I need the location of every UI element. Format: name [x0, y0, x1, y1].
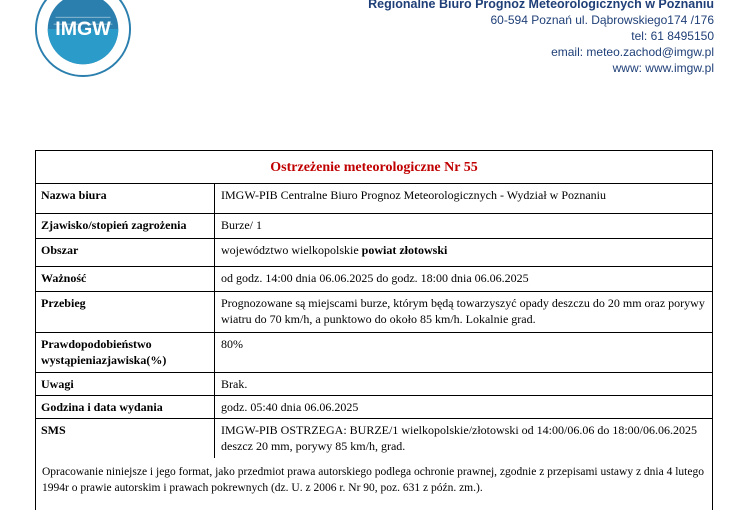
row-key: Obszar	[36, 238, 215, 266]
row-value: Burze/ 1	[215, 213, 713, 238]
warning-sheet	[35, 150, 713, 510]
table-row	[36, 213, 712, 238]
row-key: Uwagi	[36, 372, 215, 395]
row-key: Ważność	[36, 266, 215, 291]
table-row	[36, 418, 712, 458]
logo-text: IMGW	[55, 17, 111, 40]
row-value: Prognozowane są miejscami burze, którym będą towarzyszyć opady deszczu do 20 mm oraz porywy wiatru do 70 km/h, a punktowo do około 85 km/h. Lokalnie grad.	[215, 291, 713, 332]
row-value: IMGW-PIB OSTRZEGA: BURZE/1 wielkopolskie/złotowski od 14:00/06.06 do 18:00/06.06.2025 deszcz 20 mm, porywy 85 km/h, grad.	[215, 418, 713, 458]
office-header	[368, 0, 714, 76]
office-address: 60-594 Poznań ul. Dąbrowskiego174 /176	[490, 13, 714, 27]
row-value: Brak.	[215, 372, 713, 395]
table-row	[36, 184, 712, 213]
warning-title: Ostrzeżenie meteorologiczne Nr 55	[36, 151, 712, 184]
warning-table	[36, 184, 712, 458]
row-key: Prawdopodobieństwo wystąpieniazjawiska(%)	[36, 332, 215, 372]
row-key: Nazwa biura	[36, 184, 215, 213]
table-row	[36, 332, 712, 372]
row-value: godz. 05:40 dnia 06.06.2025	[215, 395, 713, 418]
table-row	[36, 291, 712, 332]
table-row	[36, 395, 712, 418]
imgw-logo	[34, 0, 132, 78]
office-email[interactable]: email: meteo.zachod@imgw.pl	[551, 45, 714, 59]
office-www[interactable]: www: www.imgw.pl	[612, 61, 714, 75]
table-row	[36, 238, 712, 266]
table-row	[36, 372, 712, 395]
row-value: od godz. 14:00 dnia 06.06.2025 do godz. 18:00 dnia 06.06.2025	[215, 266, 713, 291]
area-text: województwo wielkopolskie	[221, 242, 359, 257]
office-name: Regionalne Biuro Prognoz Meteorologicznych w Poznaniu	[368, 0, 714, 11]
row-key: SMS	[36, 418, 215, 458]
row-value	[215, 238, 713, 266]
row-key: Zjawisko/stopień zagrożenia	[36, 213, 215, 238]
office-phone: tel: 61 8495150	[631, 29, 714, 43]
table-row	[36, 266, 712, 291]
area-district: powiat złotowski	[361, 242, 448, 257]
row-value: IMGW-PIB Centralne Biuro Prognoz Meteorologicznych - Wydział w Poznaniu	[221, 188, 606, 202]
copyright-note: Opracowanie niniejsze i jego format, jako przedmiot prawa autorskiego podlega ochronie prawnej, zgodnie z przepisami ustawy z dnia 4 lutego 1994r o prawie autorskim i prawach pokrewnych (dz. U. z 2006 r. Nr 90, poz. 631 z późn. zm.).	[42, 466, 704, 494]
row-key: Godzina i data wydania	[36, 395, 215, 418]
row-value: 80%	[215, 332, 713, 372]
row-key: Przebieg	[36, 291, 215, 332]
